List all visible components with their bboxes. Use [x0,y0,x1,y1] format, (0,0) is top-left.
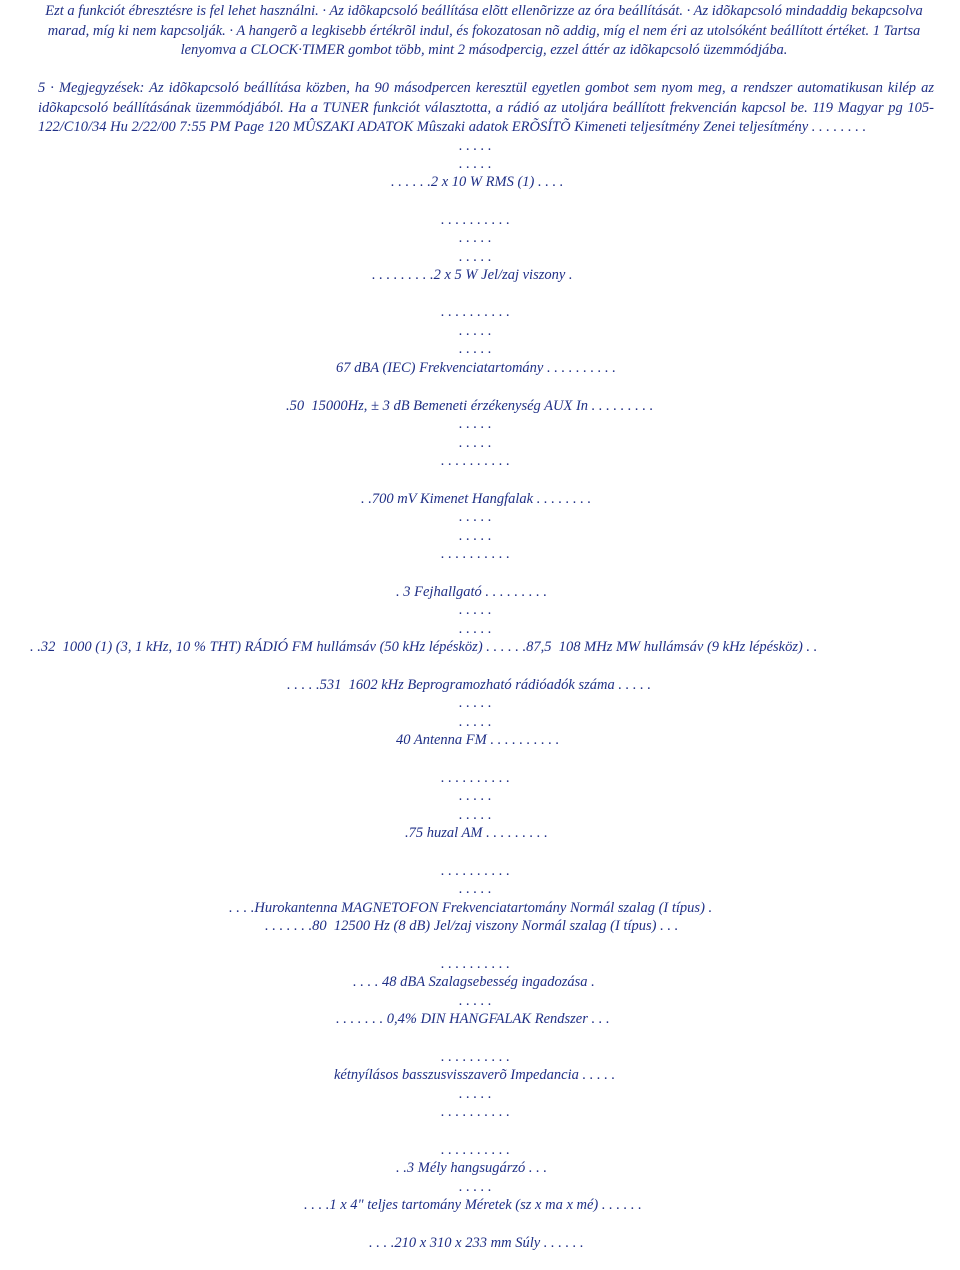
spec-line: . . . . . [459,993,492,1009]
spec-line: . . . . . [459,807,492,823]
spec-line: . . . .1 x 4" teljes tartomány Méretek (sz x ma x mé) . . . . . . [304,1197,642,1213]
spec-line: . . . . . . . . . . [441,453,510,469]
spec-line: . 3 Fejhallgató . . . . . . . . . [396,584,548,600]
spec-line: . . . . . . . . . . [441,546,510,562]
spec-line: kétnyílásos basszusvisszaverõ Impedancia . . . . . [334,1067,616,1083]
spec-line: . . . . . [459,621,492,637]
spec-line: . . . . . [459,1179,492,1195]
spec-line: . . . . . . . . . . [441,1049,510,1065]
spec-line: . . . . . .2 x 10 W RMS (1) . . . . [391,174,564,190]
spec-line: . . . . . . . . . . [441,863,510,879]
spec-line: . . . . . [459,156,492,172]
spec-line: . . . . . [459,788,492,804]
spec-line: . . . . . . . . . . [441,1104,510,1120]
spec-line: . . . .210 x 310 x 233 mm Súly . . . . . . [369,1235,584,1251]
spec-line: . .700 mV Kimenet Hangfalak . . . . . . . . [361,491,592,507]
spec-line: . . . . . . . . . . [441,770,510,786]
spec-line: . . . . . [459,602,492,618]
spec-line: . . . . . [459,528,492,544]
spec-line: . . . . . [459,881,492,897]
spec-line: . . . . . [459,230,492,246]
spec-line: . . . . . [459,138,492,154]
spec-line: . . . .Hurokantenna MAGNETOFON Frekvenciatartomány Normál szalag (I típus) . [229,900,713,916]
spec-line: .75 huzal AM . . . . . . . . . [405,825,548,841]
spec-line: . . . . . . . 0,4% DIN HANGFALAK Rendszer . . . [336,1011,610,1027]
intro-paragraph: Ezt a funkciót ébresztésre is fel lehet használni. · Az idõkapcsoló beállítása elõtt ellenõrizze az óra beállítását. · Az idõkapcsoló mindaddig bekapcsolva marad, míg ki nem kapcsolják. · A hangerõ a legkisebb értékrõl indul, és fokozatosan nõ addig, míg el nem éri az utolsóként beállított értéket. 1 Tartsa lenyomva a CLOCK·TIMER gombot több, mint 2 másodpercig, ezzel áttér az idõkapcsoló üzemmódjába. [45,3,923,58]
spec-line: . . . . . [459,1086,492,1102]
spec-line: . . . . . [459,341,492,357]
spec-line: .50 15000Hz, ± 3 dB Bemeneti érzékenység AUX In . . . . . . . . . [286,398,654,414]
spec-line: . . . . . . . . . . [441,956,510,972]
notes-paragraph: 5 · Megjegyzések: Az idõkapcsoló beállítása közben, ha 90 másodpercen keresztül egyetlen gombot sem nyom meg, a rendszer automatikusan kilép az idõkapcsoló beállításának üzemmódjából. Ha a TUNER funkciót választotta, a rádió az utoljára beállított frekvencián kapcsol be. 119 Magyar pg 105-122/C10/34 Hu 2/22/00 7:55 PM Page 120 MÛSZAKI ADATOK Mûszaki adatok ERÕSÍTÕ Kimeneti teljesítmény Zenei teljesítmény . . . . . . . . [38,80,934,135]
spec-line: 67 dBA (IEC) Frekvenciatartomány . . . . . . . . . . [336,360,616,376]
spec-line: 40 Antenna FM . . . . . . . . . . [396,732,560,748]
spec-line: . . . . 48 dBA Szalagsebesség ingadozása . [353,974,595,990]
spec-line: . . . . . [459,714,492,730]
spec-line: . . . . . . . . . . [441,1142,510,1158]
spec-line: . . . . . [459,323,492,339]
spec-line: . . . . . . . . . . [441,212,510,228]
spec-line: . . . . . [459,435,492,451]
spec-line: . . . . .531 1602 kHz Beprogramozható rádióadók száma . . . . . [287,677,651,693]
spec-line: . .3 Mély hangsugárzó . . . [396,1160,548,1176]
spec-line: . . . . . [459,509,492,525]
spec-line: . . . . . . .80 12500 Hz (8 dB) Jel/zaj viszony Normál szalag (I típus) . . . [265,918,679,934]
spec-line: . . . . . . . . . . [441,304,510,320]
spec-line: . . . . . [459,249,492,265]
spec-line: . . . . . [459,695,492,711]
spec-line: . .32 1000 (1) (3, 1 kHz, 10 % THT) RÁDIÓ FM hullámsáv (50 kHz lépésköz) . . . . . .87,5 108 MHz MW hullámsáv (9 kHz lépésköz) . . [30,639,818,655]
spec-line: . . . . . . . . .2 x 5 W Jel/zaj viszony . [372,267,573,283]
spec-line: . . . . . [459,416,492,432]
